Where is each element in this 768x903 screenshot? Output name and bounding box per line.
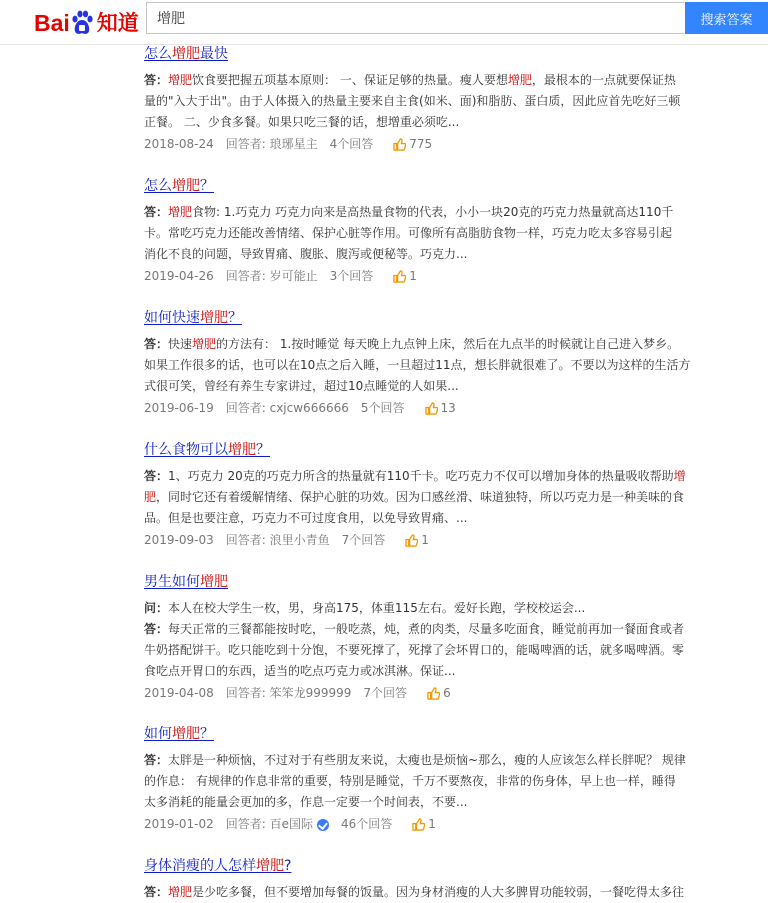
answerer-link[interactable] (226, 684, 352, 702)
result-title-text: 身体消瘦的人怎样 (144, 858, 256, 874)
snippet-line (144, 376, 734, 397)
like-button[interactable] (393, 267, 417, 285)
result-title-keyword: 增肥 (256, 858, 284, 874)
snippet-label: 答： (144, 622, 169, 636)
paw-icon (71, 10, 93, 36)
snippet-label: 问： (144, 601, 169, 615)
snippet-line (144, 223, 734, 244)
result-meta (144, 267, 736, 285)
like-button[interactable] (425, 399, 456, 417)
answer-date: 2018-08-24 (144, 137, 214, 151)
search-box (146, 2, 684, 34)
result-title-text: ？ (256, 442, 270, 458)
snippet-text: 量的"入大于出"。由于人体摄入的热量主要来自主食(如米、面)和脂肪、蛋白质，因此应首先吃好三顿 (144, 94, 681, 108)
result-title-link[interactable] (144, 572, 736, 592)
result-title-link[interactable] (144, 44, 736, 64)
snippet-text: 每天正常的三餐都能按时吃，一般吃蒸，炖，煮的肉类，尽量多吃面食，睡觉前再加一餐面食或者 (168, 622, 685, 636)
snippet-line (144, 882, 734, 903)
like-button[interactable] (393, 135, 432, 153)
result-title-link[interactable] (144, 308, 736, 328)
result-title-link[interactable] (144, 176, 736, 196)
snippet-line (144, 487, 734, 508)
snippet-text: 消化不良的问题，导致胃痛、腹胀、腹泻或便秘等。巧克力... (144, 247, 468, 261)
snippet-text: 正餐。 二、少食多餐。如果只吃三餐的话，想增重必须吃... (144, 115, 460, 129)
result-title-text: 最快 (200, 46, 228, 62)
result-snippet (144, 202, 734, 265)
snippet-line (144, 598, 734, 619)
snippet-line (144, 202, 734, 223)
header-bar (0, 0, 768, 45)
snippet-label: 答： (144, 469, 169, 483)
answerer-name: 回答者: cxjcw666666 (225, 401, 349, 415)
snippet-line (144, 508, 734, 529)
answerer-link[interactable] (226, 815, 329, 833)
thumbs-up-icon (393, 138, 406, 151)
answerer-name: 回答者: 笨笨龙999999 (225, 686, 352, 700)
result-meta (144, 531, 736, 549)
result-title-text: ？ (200, 726, 214, 742)
logo-text-bai: Bai (34, 10, 70, 36)
answerer-link[interactable] (226, 135, 318, 153)
result-title-text: 什么食物可以 (144, 442, 228, 458)
result-item (144, 440, 736, 549)
result-title-keyword: 增肥 (200, 310, 228, 326)
snippet-text: 品。但是也要注意，巧克力不可过度食用，以免导致胃痛、... (144, 511, 468, 525)
answer-count-link[interactable]: 46个回答 (341, 817, 393, 831)
result-title-keyword: 增肥 (200, 574, 228, 590)
result-title-text: 男生如何 (144, 574, 200, 590)
result-title-text: ？ (228, 310, 242, 326)
result-snippet (144, 466, 734, 529)
snippet-text: 1、巧克力 20克的巧克力所含的热量就有110千卡。吃巧克力不仅可以增加身体的热量吸收帮助 (168, 469, 674, 483)
answerer-name: 回答者: 浪里小青鱼 (225, 533, 330, 547)
snippet-text: 太多消耗的能量会更加的多，作息一定要一个时间表，不要... (144, 795, 468, 809)
thumbs-up-icon (412, 818, 425, 831)
snippet-text: 食物: 1.巧克力 巧克力向来是高热量食物的代表，小小一块20克的巧克力热量就高达110千 (192, 205, 674, 219)
snippet-text: 饮食要把握五项基本原则： 一、保证足够的热量。瘦人要想 (192, 73, 508, 87)
snippet-text: ，最根本的一点就要保证热 (531, 73, 676, 87)
result-title-text: ? (284, 858, 292, 874)
like-count: 1 (409, 269, 417, 283)
result-item (144, 44, 736, 153)
snippet-keyword: 增肥 (168, 205, 193, 219)
result-title-link[interactable] (144, 724, 736, 744)
answer-count-link[interactable]: 4个回答 (329, 137, 374, 151)
snippet-text: 快速 (168, 337, 193, 351)
snippet-label: 答： (144, 885, 169, 899)
snippet-keyword: 增 (673, 469, 686, 483)
result-meta (144, 399, 736, 417)
answer-date: 2019-06-19 (144, 401, 214, 415)
result-meta (144, 135, 736, 153)
snippet-keyword: 增肥 (192, 337, 217, 351)
answer-date: 2019-04-08 (144, 686, 214, 700)
snippet-line (144, 619, 734, 640)
snippet-line (144, 244, 734, 265)
snippet-text: 牛奶搭配饼干。吃只能吃到十分饱，不要死撑了，死撑了会坏胃口的，能喝啤酒的话，就多喝啤酒。零 (144, 643, 685, 657)
result-snippet (144, 750, 734, 813)
result-meta (144, 815, 736, 833)
answerer-link[interactable] (226, 267, 318, 285)
search-answer-button[interactable]: 搜索答案 (685, 2, 768, 34)
logo-text-zhidao: 知道 (96, 11, 139, 35)
snippet-keyword: 增肥 (168, 73, 193, 87)
result-snippet (144, 882, 734, 903)
snippet-line (144, 771, 734, 792)
thumbs-up-icon (405, 534, 418, 547)
result-title-keyword: 增肥 (228, 442, 256, 458)
answer-count-link[interactable]: 7个回答 (363, 686, 408, 700)
thumbs-up-icon (427, 687, 440, 700)
verified-badge-icon (317, 819, 329, 831)
result-item (144, 308, 736, 417)
answerer-name: 回答者: 琅琊星主 (225, 137, 318, 151)
snippet-keyword: 肥 (144, 490, 157, 504)
result-item (144, 572, 736, 702)
baidu-zhidao-logo[interactable] (34, 6, 139, 36)
result-title-text: 如何快速 (144, 310, 200, 326)
answerer-link[interactable] (226, 399, 349, 417)
snippet-text: 本人在校大学生一枚，男，身高175，体重115左右。爱好长跑，学校校运会... (168, 601, 586, 615)
result-meta (144, 684, 736, 702)
result-title-text: 怎么 (144, 178, 172, 194)
answer-count-link[interactable]: 7个回答 (341, 533, 386, 547)
result-item (144, 724, 736, 833)
result-title-keyword: 增肥 (172, 178, 200, 194)
result-title-keyword: 增肥 (172, 46, 200, 62)
like-count: 1 (428, 817, 436, 831)
answerer-name: 回答者: 岁可能止 (225, 269, 318, 283)
answer-date: 2019-09-03 (144, 533, 214, 547)
snippet-label: 答： (144, 205, 169, 219)
like-button[interactable] (405, 531, 429, 549)
snippet-text: ，同时它还有着缓解情绪、保护心脏的功效。因为口感丝滑、味道独特，所以巧克力是一种美味的食 (156, 490, 685, 504)
snippet-text: 如果工作很多的话，也可以在10点之后入睡，一旦超过11点，想长胖就很难了。不要以为这样的生活方 (144, 358, 691, 372)
snippet-text: 卡。常吃巧克力还能改善情绪、保护心脏等作用。可像所有高脂肪食物一样，巧克力吃太多容易引起 (144, 226, 673, 240)
snippet-text: 的作息： 有规律的作息非常的重要，特别是睡觉，千万不要熬夜，非常的伤身体，早上也一样，睡得 (144, 774, 676, 788)
answer-date: 2019-04-26 (144, 269, 214, 283)
result-snippet (144, 598, 734, 682)
like-count: 1 (421, 533, 429, 547)
result-title-text: 怎么 (144, 46, 172, 62)
like-button[interactable] (427, 684, 451, 702)
snippet-line (144, 334, 734, 355)
snippet-line (144, 750, 734, 771)
snippet-line (144, 640, 734, 661)
snippet-label: 答： (144, 73, 169, 87)
answerer-name: 回答者: 百e国际 (225, 817, 313, 831)
result-title-text: ？ (200, 178, 214, 194)
snippet-line (144, 70, 734, 91)
answerer-link[interactable] (226, 531, 330, 549)
like-button[interactable] (412, 815, 436, 833)
answer-count-link[interactable]: 3个回答 (329, 269, 374, 283)
result-title-keyword: 增肥 (172, 726, 200, 742)
snippet-line (144, 355, 734, 376)
snippet-text: 是少吃多餐，但不要增加每餐的饭量。因为身材消瘦的人大多脾胃功能较弱，一餐吃得太多往 (192, 885, 685, 899)
snippet-text: 太胖是一种烦恼，不过对于有些朋友来说，太瘦也是烦恼~那么，瘦的人应该怎么样长胖呢？ 规律 (168, 753, 686, 767)
result-snippet (144, 334, 734, 397)
result-title-text: 如何 (144, 726, 172, 742)
snippet-line (144, 112, 734, 133)
like-count: 13 (440, 401, 456, 415)
snippet-text: 式很可笑，曾经有养生专家讲过，超过10点睡觉的人如果... (144, 379, 459, 393)
result-snippet (144, 70, 734, 133)
snippet-keyword: 增肥 (168, 885, 193, 899)
like-count: 775 (409, 137, 433, 151)
snippet-line (144, 91, 734, 112)
snippet-label: 答： (144, 337, 169, 351)
snippet-line (144, 661, 734, 682)
snippet-line (144, 792, 734, 813)
search-input[interactable] (147, 3, 684, 33)
result-title-link[interactable] (144, 440, 736, 460)
snippet-text: 食吃点开胃口的东西，适当的吃点巧克力或冰淇淋。保证... (144, 664, 456, 678)
like-count: 6 (443, 686, 451, 700)
answer-count-link[interactable]: 5个回答 (360, 401, 405, 415)
result-item (144, 856, 736, 903)
thumbs-up-icon (425, 402, 438, 415)
snippet-label: 答： (144, 753, 169, 767)
answer-date: 2019-01-02 (144, 817, 214, 831)
snippet-text: 的方法有： 1.按时睡觉 每天晚上九点钟上床，然后在九点半的时候就让自己进入梦乡。 (216, 337, 680, 351)
result-item (144, 176, 736, 285)
thumbs-up-icon (393, 270, 406, 283)
snippet-keyword: 增肥 (507, 73, 532, 87)
snippet-line (144, 466, 734, 487)
result-title-link[interactable] (144, 856, 736, 876)
